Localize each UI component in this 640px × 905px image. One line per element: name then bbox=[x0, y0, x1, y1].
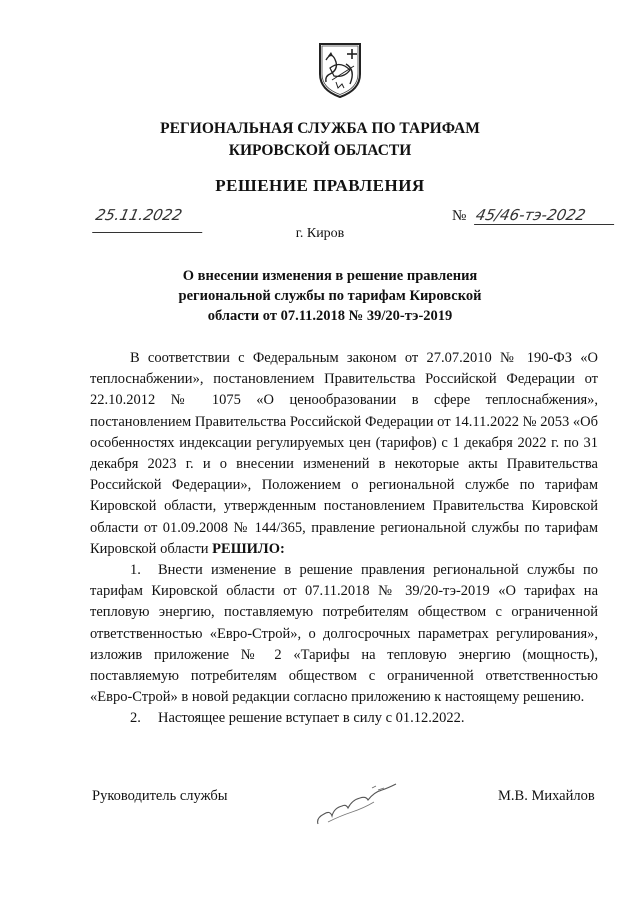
organization-name bbox=[0, 118, 640, 162]
document-number bbox=[452, 206, 616, 225]
document-city: г. Киров bbox=[295, 226, 345, 241]
document-subject bbox=[120, 266, 540, 326]
document-title: РЕШЕНИЕ ПРАВЛЕНИЯ bbox=[215, 176, 425, 195]
decision-item-text: Внести изменение в решение правления региональной службы по тарифам Кировской области от 07.11.2018 № 39/20-тэ-2019 «О тарифах на тепловую энергию, поставляемую потребителям обществом с ограниченной ответственностью «Евро-Строй», о долгосрочных параметрах регулирования», изложив приложение № 2 «Тарифы на тепловую энергию (мощность), поставляемую потребителям обществом с ограниченной ответственностью «Евро-Строй» в новой редакции согласно приложению к настоящему решению. bbox=[90, 562, 598, 706]
decided-keyword: РЕШИЛО: bbox=[212, 540, 285, 557]
organization-name-line1: РЕГИОНАЛЬНАЯ СЛУЖБА ПО ТАРИФАМ bbox=[160, 120, 480, 137]
signatory-name: М.В. Михайлов bbox=[498, 788, 595, 804]
document-date: 25.11.2022 bbox=[92, 206, 208, 233]
decision-item-2 bbox=[90, 708, 598, 729]
coat-of-arms-emblem bbox=[316, 40, 364, 100]
handwritten-signature bbox=[312, 778, 402, 830]
organization-name-line2: КИРОВСКОЙ ОБЛАСТИ bbox=[228, 142, 412, 159]
decision-item-text: Настоящее решение вступает в силу с 01.12.2022. bbox=[158, 710, 465, 727]
decision-item-number: 2. bbox=[130, 710, 141, 727]
signatory-position: Руководитель службы bbox=[92, 788, 228, 804]
subject-line3: области от 07.11.2018 № 39/20-тэ-2019 bbox=[207, 308, 453, 324]
preamble-paragraph bbox=[90, 348, 598, 560]
subject-line1: О внесении изменения в решение правления bbox=[182, 268, 478, 284]
decision-item-1 bbox=[90, 560, 598, 708]
document-number-value: 45/46-тэ-2022 bbox=[474, 206, 618, 225]
number-sign: № bbox=[452, 208, 467, 224]
subject-line2: региональной службы по тарифам Кировской bbox=[178, 288, 482, 304]
document-body bbox=[90, 348, 598, 730]
preamble-text: В соответствии с Федеральным законом от 27.07.2010 № 190-ФЗ «О теплоснабжении», постановлением Правительства Российской Федерации от 22.10.2012 № 1075 «О ценообразовании в сфере теплоснабжения», постановлением Правительства Российской Федерации от 14.11.2022 № 2053 «Об особенностях индексации регулируемых цен (тарифов) с 1 декабря 2022 г. по 31 декабря 2023 г. и о внесении изменений в некоторые акты Правительства Российской Федерации», Положением о региональной службе по тарифам Кировской области, утвержденным постановлением Правительства Кировской области от 01.09.2008 № 144/365, правление региональной службы по тарифам Кировской области bbox=[90, 350, 598, 557]
decision-item-number: 1. bbox=[130, 562, 141, 579]
